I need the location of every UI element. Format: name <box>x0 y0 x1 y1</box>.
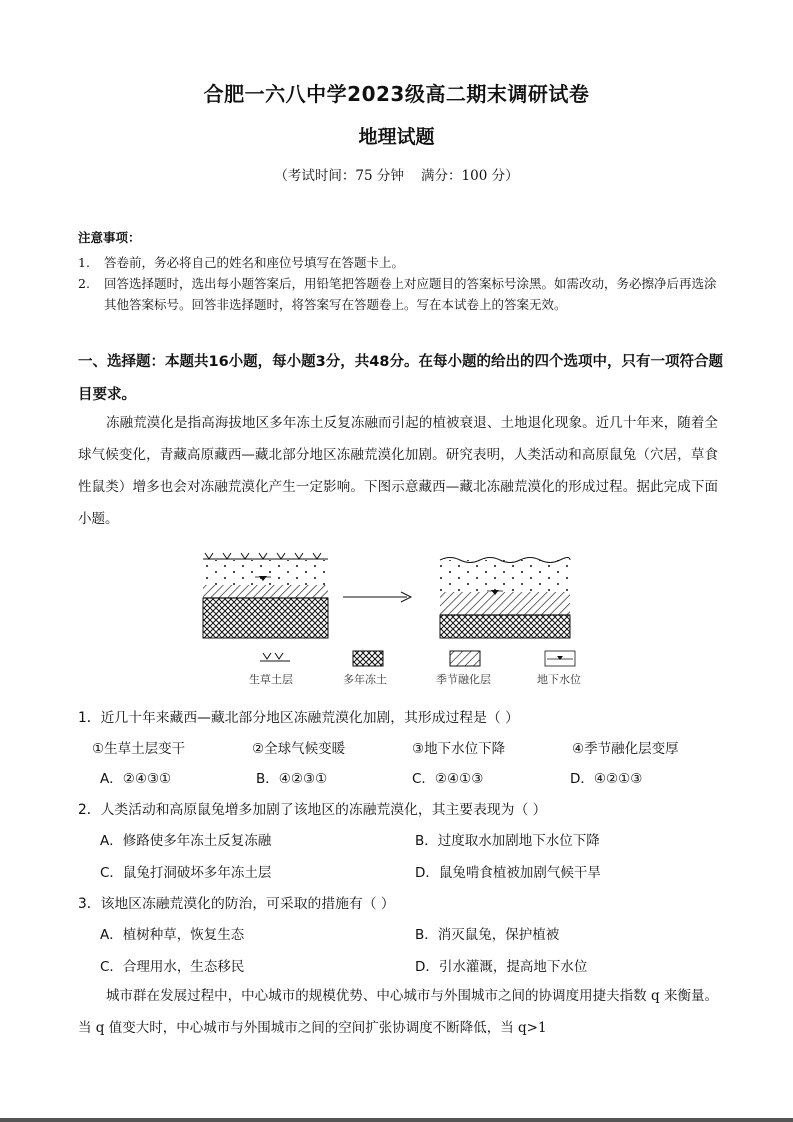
section-heading: 一、选择题：本题共16小题，每小题3分，共48分。在每小题的给出的四个选项中，只有一项符合题目要求。 <box>78 354 723 403</box>
option-d: D．鼠兔啃食植被加剧气候干旱 <box>415 865 601 881</box>
statement-item: ④季节融化层变厚 <box>572 741 679 757</box>
passage-2: 城市群在发展过程中，中心城市的规模优势、中心城市与外围城市之间的协调度用捷夫指数 q 来衡量。当 q 值变大时，中心城市与外围城市之间的空间扩张协调度不断降低，当 q>1 <box>78 988 718 1036</box>
option-a: A．植树种草，恢复生态 <box>100 927 245 943</box>
notice-item-2 <box>78 273 723 315</box>
notice-item-text: 答卷前，务必将自己的姓名和座位号填写在答题卡上。 <box>104 255 405 270</box>
notice-item-number: 2. <box>78 276 90 291</box>
notice-item-1 <box>78 252 723 273</box>
question-3-stem: 3．该地区冻融荒漠化的防治，可采取的措施有（ ） <box>78 896 395 912</box>
grass-icon <box>203 553 328 559</box>
legend-label: 季节融化层 <box>436 673 491 686</box>
exam-title: 合肥一六八中学2023级高二期末调研试卷 <box>203 82 590 106</box>
legend-label: 多年冻土 <box>343 673 387 686</box>
statement-item: ②全球气候变暖 <box>252 741 346 757</box>
option-b: B．④②③① <box>256 771 328 787</box>
option-a: A．②④③① <box>100 771 172 787</box>
option-d: D．引水灌溉，提高地下水位 <box>415 959 588 975</box>
legend-permafrost-symbol <box>353 651 383 666</box>
option-a: A．修路使多年冻土反复冻融 <box>100 833 272 849</box>
question-2-stem: 2．人类活动和高原鼠兔增多加剧了该地区的冻融荒漠化，其主要表现为（ ） <box>78 802 547 818</box>
option-b: B．消灭鼠兔，保护植被 <box>415 927 560 943</box>
diagram-before <box>203 553 328 638</box>
statement-item: ①生草土层变干 <box>92 741 186 757</box>
passage-1: 冻融荒漠化是指高海拔地区多年冻土反复冻融而引起的植被衰退、土地退化现象。近几十年来，随着全球气候变化，青藏高原藏西—藏北部分地区冻融荒漠化加剧。研究表明，人类活动和高原鼠兔（穴居，草食性鼠类）增多也会对冻融荒漠化产生一定影响。下图示意藏西—藏北冻融荒漠化的形成过程。据此完成下面小题。 <box>78 415 718 527</box>
notice-title: 注意事项： <box>78 230 141 245</box>
arrow-right-icon <box>343 592 411 602</box>
notice-item-number: 1. <box>78 255 90 270</box>
option-c: C．合理用水，生态移民 <box>100 959 245 975</box>
question-1-stem: 1．近几十年来藏西—藏北部分地区冻融荒漠化加剧，其形成过程是（ ） <box>78 710 519 726</box>
notice-item-text: 回答选择题时，选出每小题答案后，用铅笔把答题卷上对应题目的答案标号涂黑。如需改动，务必擦净后再选涂其他答案标号。回答非选择题时，将答案写在答题卷上。写在本试卷上的答案无效。 <box>104 276 717 312</box>
legend-label: 生草土层 <box>249 673 293 686</box>
legend-seasonal-thaw-symbol <box>450 651 480 666</box>
option-c: C．鼠兔打洞破坏多年冻土层 <box>100 865 272 881</box>
option-c: C．②④①③ <box>412 771 484 787</box>
subject-title: 地理试题 <box>358 126 435 148</box>
exam-info: （考试时间：75 分钟 满分：100 分） <box>274 168 519 184</box>
option-b: B．过度取水加剧地下水位下降 <box>415 833 600 849</box>
page-bottom-border <box>0 1118 793 1122</box>
legend-grass-symbol <box>260 653 290 661</box>
permafrost-diagram <box>195 545 605 690</box>
statement-item: ③地下水位下降 <box>412 741 506 757</box>
diagram-after <box>440 558 570 639</box>
option-d: D．④②①③ <box>570 771 643 787</box>
legend-water-table-symbol <box>545 651 575 666</box>
legend-label: 地下水位 <box>537 673 581 686</box>
